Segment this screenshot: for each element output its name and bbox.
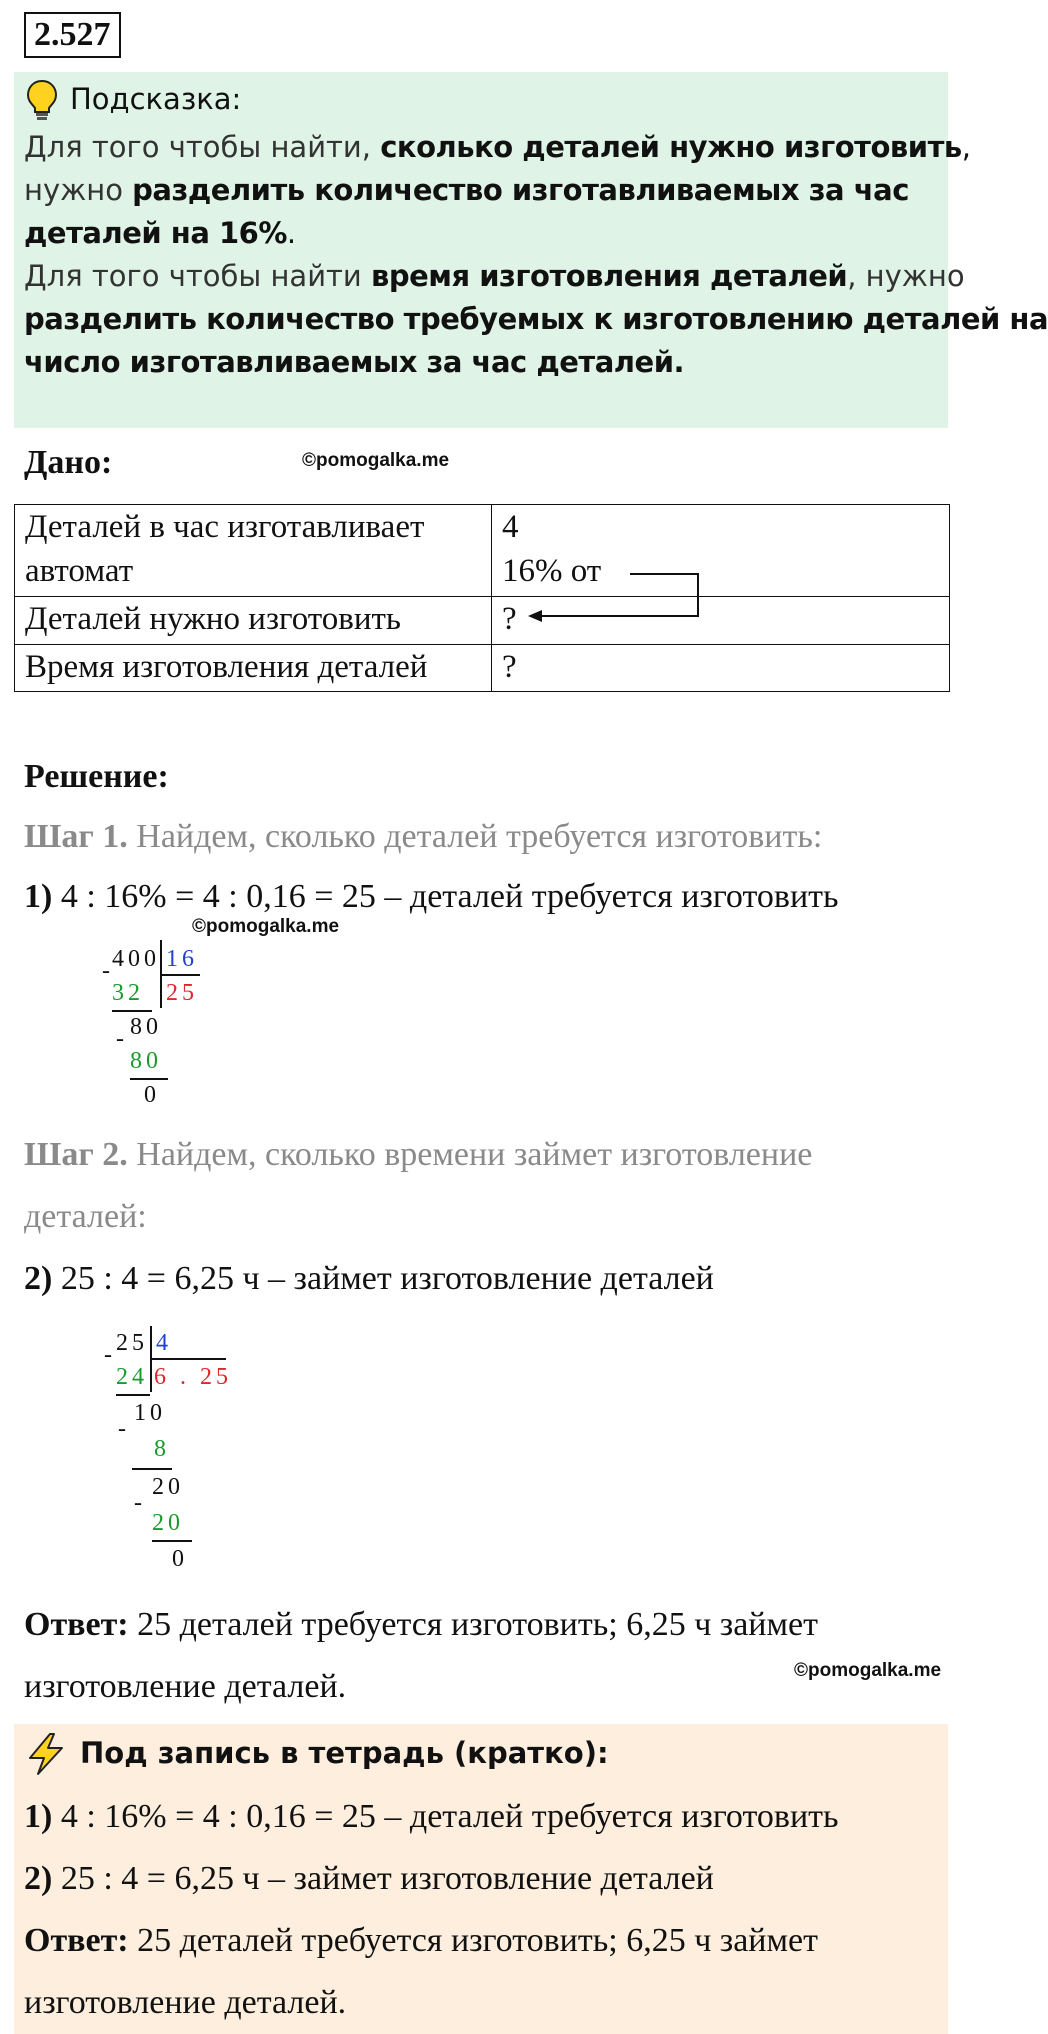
table-row: [15, 505, 950, 597]
notes-title: Под запись в тетрадь (кратко):: [80, 1736, 609, 1770]
dividend: 25: [116, 1330, 148, 1356]
minus-sign: -: [104, 1342, 116, 1368]
watermark: ©pomogalka.me: [192, 916, 340, 937]
answer-line-1: Ответ: 25 деталей требуется изготовить; 6,25 ч займет: [24, 1606, 818, 1643]
remainder: 80: [130, 1014, 162, 1040]
minus-sign: -: [116, 1026, 128, 1052]
lightbulb-icon: [24, 78, 60, 122]
subtrahend: 24: [116, 1364, 148, 1390]
given-table: [14, 504, 950, 692]
table-value: ?: [502, 648, 517, 685]
minus-sign: -: [134, 1490, 146, 1516]
hint-title: Подсказка:: [70, 82, 242, 116]
hint-line-1: Для того чтобы найти, сколько деталей нужно изготовить,: [24, 130, 971, 164]
division-line: [132, 1468, 172, 1470]
table-value: 16% от: [502, 553, 602, 589]
quotient: 6 . 25: [154, 1364, 232, 1390]
divisor: 4: [156, 1330, 172, 1356]
answer-line-2: изготовление деталей.: [24, 1668, 347, 1705]
division-line: [160, 974, 200, 976]
table-row: [15, 597, 950, 644]
table-cell: [15, 597, 492, 644]
given-title: Дано:: [24, 444, 113, 481]
subtrahend: 32: [112, 980, 144, 1006]
notes-answer-line-2: изготовление деталей.: [24, 1984, 347, 2021]
division-line: [152, 1540, 192, 1542]
division-line: [112, 1010, 152, 1012]
hint-line-5: разделить количество требуемых к изготовлению деталей на: [24, 302, 1048, 336]
table-label: автомат: [25, 553, 134, 589]
dividend: 400: [112, 946, 160, 972]
division-line: [150, 1358, 226, 1360]
hint-line-3: деталей на 16%.: [24, 216, 297, 250]
notes-equation-1: 1) 4 : 16% = 4 : 0,16 = 25 – деталей требуется изготовить: [24, 1798, 839, 1835]
table-label: Деталей нужно изготовить: [25, 601, 401, 638]
remainder: 0: [144, 1082, 160, 1108]
notes-answer-line-1: Ответ: 25 деталей требуется изготовить; 6,25 ч займет: [24, 1922, 818, 1959]
task-number: 2.527: [24, 12, 121, 58]
table-label: Время изготовления деталей: [25, 648, 428, 685]
minus-sign: -: [102, 958, 114, 984]
lightning-icon: [24, 1732, 68, 1776]
arrow-icon: [520, 560, 710, 620]
divisor: 16: [166, 946, 198, 972]
subtrahend: 20: [152, 1510, 184, 1536]
notes-equation-2: 2) 25 : 4 = 6,25 ч – займет изготовление деталей: [24, 1860, 714, 1897]
solution-title: Решение:: [24, 758, 169, 795]
step1-text: Шаг 1. Найдем, сколько деталей требуется изготовить:: [24, 818, 823, 855]
table-value: 4: [502, 509, 519, 545]
quotient: 25: [166, 980, 198, 1006]
long-division-2: [100, 1326, 260, 1586]
subtrahend: 80: [130, 1048, 162, 1074]
minus-sign: -: [118, 1416, 130, 1442]
table-label: Деталей в час изготавливает: [25, 509, 425, 545]
step2-text-cont: деталей:: [24, 1198, 147, 1235]
hint-line-6: число изготавливаемых за час деталей.: [24, 345, 685, 379]
table-row: [15, 644, 950, 691]
step2-text: Шаг 2. Найдем, сколько времени займет изготовление: [24, 1136, 813, 1173]
division-line: [130, 1078, 168, 1080]
remainder: 20: [152, 1474, 184, 1500]
equation-2: 2) 25 : 4 = 6,25 ч – займет изготовление деталей: [24, 1260, 714, 1297]
table-cell: [15, 644, 492, 691]
hint-line-4: Для того чтобы найти время изготовления деталей, нужно: [24, 259, 965, 293]
remainder: 10: [134, 1400, 166, 1426]
remainder: 0: [172, 1546, 188, 1572]
watermark: ©pomogalka.me: [302, 450, 450, 471]
division-line: [116, 1394, 150, 1396]
table-value: ?: [502, 601, 517, 638]
hint-line-2: нужно разделить количество изготавливаемых за час: [24, 173, 909, 207]
table-cell: [15, 505, 492, 597]
long-division-1: [100, 940, 240, 1110]
table-cell: [492, 644, 950, 691]
watermark: ©pomogalka.me: [794, 1660, 942, 1681]
equation-1: 1) 4 : 16% = 4 : 0,16 = 25 – деталей требуется изготовить: [24, 878, 839, 915]
subtrahend: 8: [154, 1436, 170, 1462]
